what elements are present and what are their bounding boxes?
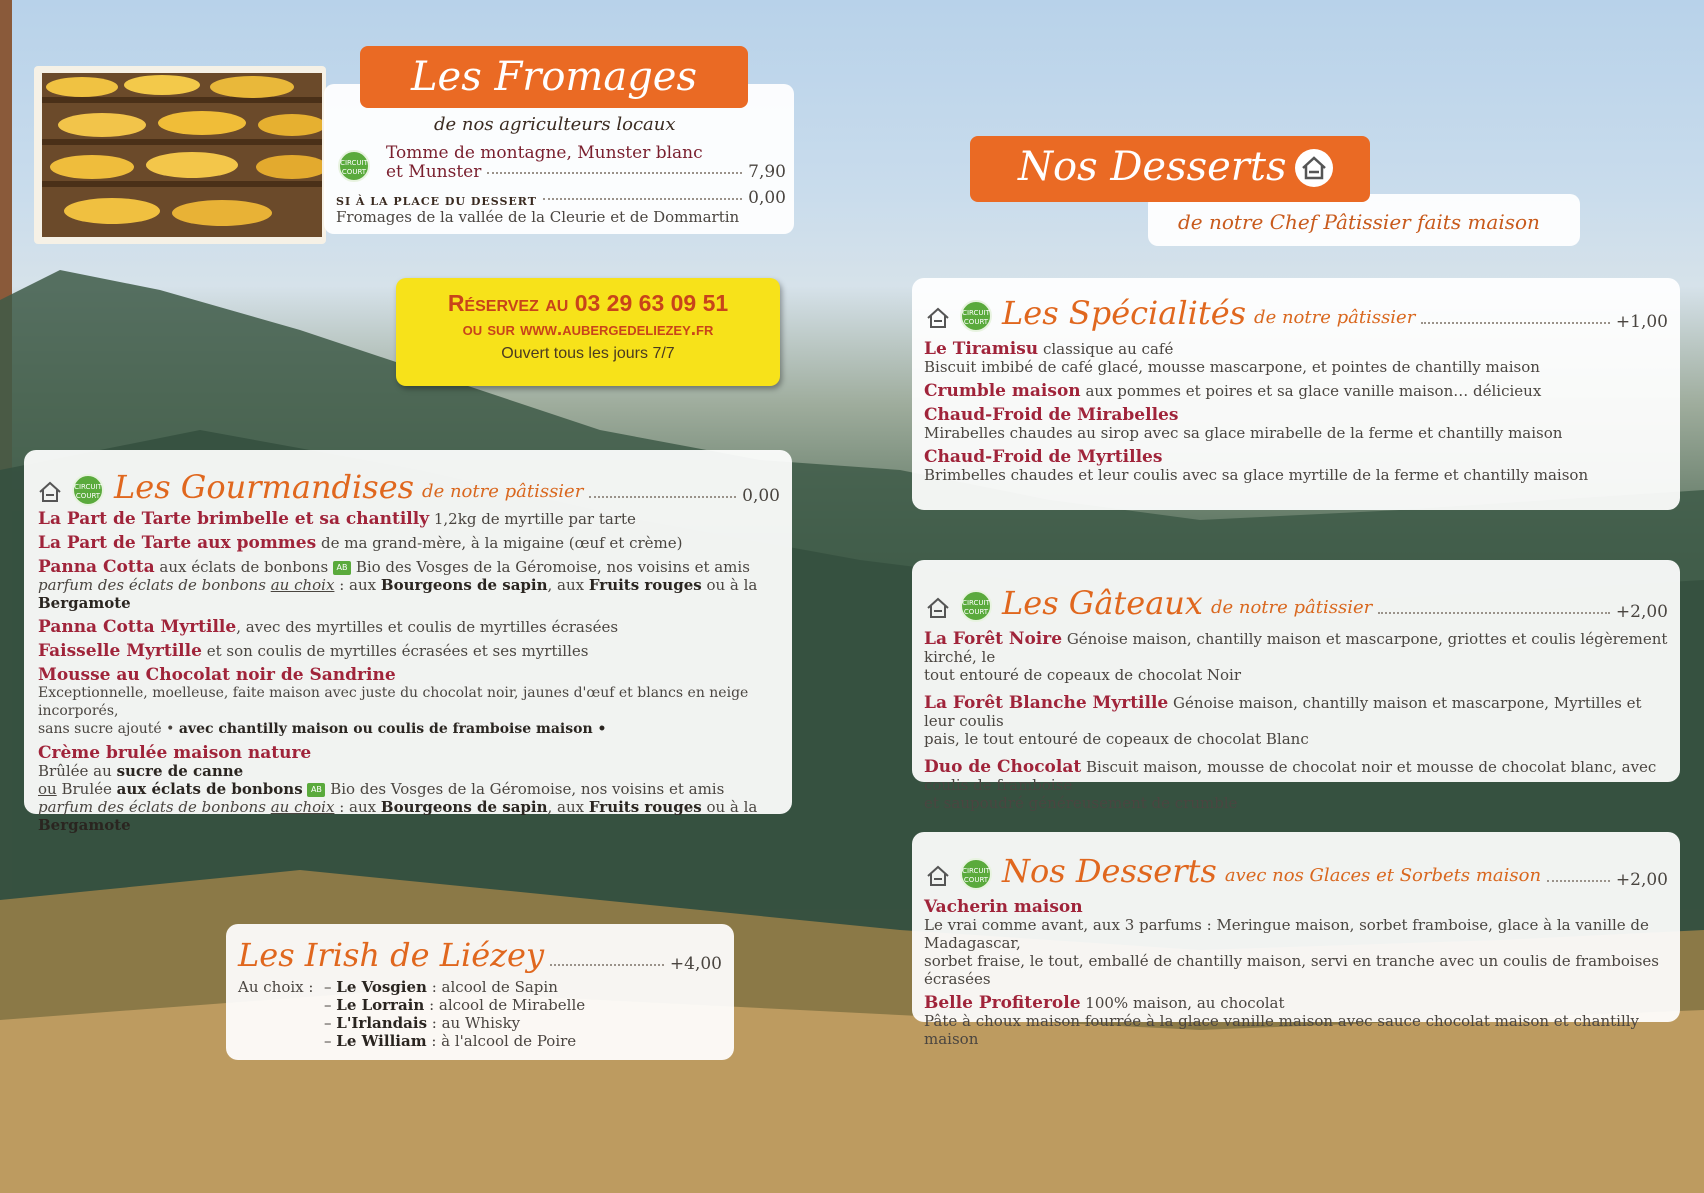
fromages-origin: Fromages de la vallée de la Cleurie et de Dommartin bbox=[336, 208, 740, 226]
cheese-photo-frame bbox=[34, 66, 326, 244]
specialites-panel bbox=[912, 278, 1680, 510]
item-name: Vacherin maison bbox=[924, 897, 1083, 917]
item-desc: Exceptionnelle, moelleuse, faite maison avec juste du chocolat noir, jaunes d'œuf et blancs en neige incorporés, bbox=[38, 685, 749, 719]
irish-panel bbox=[226, 924, 734, 1060]
reservation-phone[interactable]: Réservez au 03 29 63 09 51 bbox=[447, 290, 729, 316]
fromages-item-price: 7,90 bbox=[748, 162, 786, 182]
circuit-court-badge: CIRCUIT COURT bbox=[960, 300, 992, 332]
bio-label-icon: AB bbox=[307, 783, 325, 797]
item-name: Duo de Chocolat bbox=[924, 757, 1082, 777]
fromages-subtitle: de nos agriculteurs locaux bbox=[434, 114, 676, 135]
item-name: Belle Profiterole bbox=[924, 993, 1081, 1013]
gourmandises-title-suffix: de notre pâtissier bbox=[422, 481, 584, 502]
item-desc: Le vrai comme avant, aux 3 parfums : Meringue maison, sorbet framboise, glace à la vanille de Madagascar, bbox=[924, 916, 1649, 952]
irish-item: – Le William : à l'alcool de Poire bbox=[324, 1032, 577, 1050]
fromages-item-line1: Tomme de montagne, Munster blanc bbox=[386, 143, 703, 163]
item-name: Crumble maison bbox=[924, 381, 1081, 401]
irish-list bbox=[324, 978, 585, 1050]
item-name: Le Tiramisu bbox=[924, 339, 1039, 359]
cheese-photo bbox=[42, 73, 322, 237]
house-made-icon bbox=[36, 478, 64, 506]
irish-item: – L'Irlandais : au Whisky bbox=[324, 1014, 521, 1032]
item-name: La Part de Tarte brimbelle et sa chantilly bbox=[38, 509, 430, 529]
item-desc: tout entouré de copeaux de chocolat Noir bbox=[924, 666, 1242, 684]
desserts-subtitle: de notre Chef Pâtissier faits maison bbox=[1178, 210, 1540, 234]
irish-choice-label: Au choix : bbox=[238, 978, 314, 996]
reservation-hours: Ouvert tous les jours 7/7 bbox=[501, 345, 675, 362]
irish-title: Les Irish de Liézey bbox=[238, 936, 545, 974]
specialites-title: Les Spécialités bbox=[1002, 294, 1247, 332]
fromages-item-line2: et Munster bbox=[386, 162, 482, 182]
circuit-court-badge: CIRCUIT COURT bbox=[960, 858, 992, 890]
item-desc: , avec des myrtilles et coulis de myrtilles écrasées bbox=[236, 618, 619, 636]
house-made-icon bbox=[1294, 148, 1334, 188]
item-desc: sorbet fraise, le tout, emballé de chantilly maison, servi en tranche avec un coulis de framboises écrasées bbox=[924, 952, 1659, 988]
glaces-price: +2,00 bbox=[1615, 870, 1668, 890]
desserts-title-banner bbox=[970, 136, 1370, 202]
glaces-list: Vacherin maison Le vrai comme avant, aux 3 parfums : Meringue maison, sorbet framboise, glace à la vanille de Madagascar, sorbet fraise, le tout, emballé de chantilly maison, servi en tranche avec un coulis de framboises écrasées Belle Profiterole 100% maison, au chocolat Pâte à choux maison fourrée à la glace vanille maison avec sauce chocolat maison et chantilly maison bbox=[924, 898, 1668, 1048]
item-desc: Biscuit imbibé de café glacé, mousse mascarpone, et pointes de chantilly maison bbox=[924, 358, 1540, 376]
glaces-title: Nos Desserts bbox=[1002, 852, 1217, 890]
gourmandises-list: La Part de Tarte brimbelle et sa chantilly 1,2kg de myrtille par tarte La Part de Tarte aux pommes de ma grand-mère, à la migaine (œuf et crème) Panna Cotta aux éclats de bonbons AB Bio des Vosges de la Géromoise, nos voisins et amis parfum des éclats de bonbons au choix : aux Bourgeons de sapin, aux Fruits rouges ou à la Bergamote Panna Cotta Myrtille, avec des myrtilles et coulis de myrtilles écrasées Faisselle Myrtille et son coulis de myrtilles écrasées et ses myrtilles Mousse au Chocolat noir de Sandrine Exceptionnelle, moelleuse, faite maison avec juste du chocolat noir, jaunes d'œuf et blancs en neige incorporés, sans sucre ajouté • avec chantilly maison ou coulis de framboise maison • Crème brulée maison nature Brûlée au sucre de canne ou Brulée aux éclats de bonbons AB Bio des Vosges de la Géromoise, nos voisins et amis parfum des éclats de bonbons au choix : aux Bourgeons de sapin, aux Fruits rouges ou à la Bergamote bbox=[38, 510, 778, 834]
fromages-alt-label: SI À LA PLACE DU DESSERT bbox=[336, 195, 537, 208]
desserts-title: Nos Desserts bbox=[1018, 144, 1287, 190]
irish-price: +4,00 bbox=[669, 954, 722, 974]
fromages-item bbox=[386, 144, 786, 182]
item-name: La Forêt Noire bbox=[924, 629, 1063, 649]
gourmandises-price: 0,00 bbox=[742, 486, 780, 506]
gourmandises-title: Les Gourmandises bbox=[114, 468, 415, 506]
item-name: La Forêt Blanche Myrtille bbox=[924, 693, 1169, 713]
house-made-icon bbox=[924, 304, 952, 332]
reservation-website[interactable]: ou sur www.aubergedeliezey.fr bbox=[462, 319, 714, 340]
circuit-court-badge: CIRCUIT COURT bbox=[960, 590, 992, 622]
house-made-icon bbox=[924, 862, 952, 890]
reservation-box bbox=[396, 278, 780, 386]
irish-item: – Le Vosgien : alcool de Sapin bbox=[324, 978, 558, 996]
gateaux-list: La Forêt Noire Génoise maison, chantilly maison et mascarpone, griottes et coulis légèrement kirché, le tout entouré de copeaux de chocolat Noir La Forêt Blanche Myrtille Génoise maison, chantilly maison et mascarpone, Myrtilles et leur coulis pais, le tout entouré de copeaux de chocolat Blanc Duo de Chocolat Biscuit maison, mousse de chocolat noir et mousse de chocolat blanc, avec coulis de framboise et saupoudré généreusement de crumble bbox=[924, 629, 1668, 812]
gateaux-title: Les Gâteaux bbox=[1002, 584, 1203, 622]
item-desc: de ma grand-mère, à la migaine (œuf et crème) bbox=[320, 534, 683, 552]
item-desc: Mirabelles chaudes au sirop avec sa glace mirabelle de la ferme et chantilly maison bbox=[924, 424, 1563, 442]
item-name: Chaud-Froid de Mirabelles bbox=[924, 405, 1179, 425]
glaces-title-suffix: avec nos Glaces et Sorbets maison bbox=[1224, 865, 1542, 886]
item-desc: aux éclats de bonbons bbox=[159, 558, 329, 576]
item-name: Chaud-Froid de Myrtilles bbox=[924, 447, 1163, 467]
fromages-title: Les Fromages bbox=[360, 46, 748, 108]
bio-label-icon: AB bbox=[333, 561, 351, 575]
item-name: Panna Cotta bbox=[38, 557, 155, 577]
fromages-alt-price: 0,00 bbox=[748, 188, 786, 208]
parfum-line: parfum des éclats de bonbons au choix : aux Bourgeons de sapin, aux Fruits rouges ou à la Bergamote bbox=[38, 576, 758, 612]
item-desc: pais, le tout entouré de copeaux de chocolat Blanc bbox=[924, 730, 1309, 748]
house-made-icon bbox=[924, 594, 952, 622]
parfum-line: parfum des éclats de bonbons au choix : aux Bourgeons de sapin, aux Fruits rouges ou à la Bergamote bbox=[38, 798, 758, 834]
irish-item: – Le Lorrain : alcool de Mirabelle bbox=[324, 996, 586, 1014]
item-name: Faisselle Myrtille bbox=[38, 641, 202, 661]
gateaux-title-suffix: de notre pâtissier bbox=[1210, 597, 1373, 618]
specialites-title-suffix: de notre pâtissier bbox=[1254, 307, 1416, 328]
item-desc: et son coulis de myrtilles écrasées et ses myrtilles bbox=[206, 642, 589, 660]
item-name: La Part de Tarte aux pommes bbox=[38, 533, 317, 553]
item-name: Mousse au Chocolat noir de Sandrine bbox=[38, 665, 396, 685]
circuit-court-badge: CIRCUIT COURT bbox=[72, 474, 104, 506]
specialites-price: +1,00 bbox=[1615, 312, 1668, 332]
item-name: Panna Cotta Myrtille bbox=[38, 617, 237, 637]
item-name: Crème brulée maison nature bbox=[38, 743, 312, 763]
item-desc: Bio des Vosges de la Géromoise, nos voisins et amis bbox=[355, 558, 750, 576]
item-desc: Pâte à choux maison fourrée à la glace vanille maison avec sauce chocolat maison et chantilly maison bbox=[924, 1012, 1640, 1048]
item-desc: 1,2kg de myrtille par tarte bbox=[433, 510, 636, 528]
circuit-court-badge: CIRCUIT COURT bbox=[338, 150, 370, 182]
item-desc: et saupoudré généreusement de crumble bbox=[924, 794, 1238, 812]
specialites-list: Le Tiramisu classique au café Biscuit imbibé de café glacé, mousse mascarpone, et pointes de chantilly maison Crumble maison aux pommes et poires et sa glace vanille maison… délicieux Chaud-Froid de Mirabelles Mirabelles chaudes au sirop avec sa glace mirabelle de la ferme et chantilly maison Chaud-Froid de Myrtilles Brimbelles chaudes et leur coulis avec sa glace myrtille de la ferme et chantilly maison bbox=[924, 340, 1668, 484]
gateaux-price: +2,00 bbox=[1615, 602, 1668, 622]
item-desc: Brimbelles chaudes et leur coulis avec sa glace myrtille de la ferme et chantilly maison bbox=[924, 466, 1589, 484]
gateaux-panel bbox=[912, 560, 1680, 812]
gourmandises-panel bbox=[24, 450, 792, 834]
glaces-panel bbox=[912, 832, 1680, 1048]
